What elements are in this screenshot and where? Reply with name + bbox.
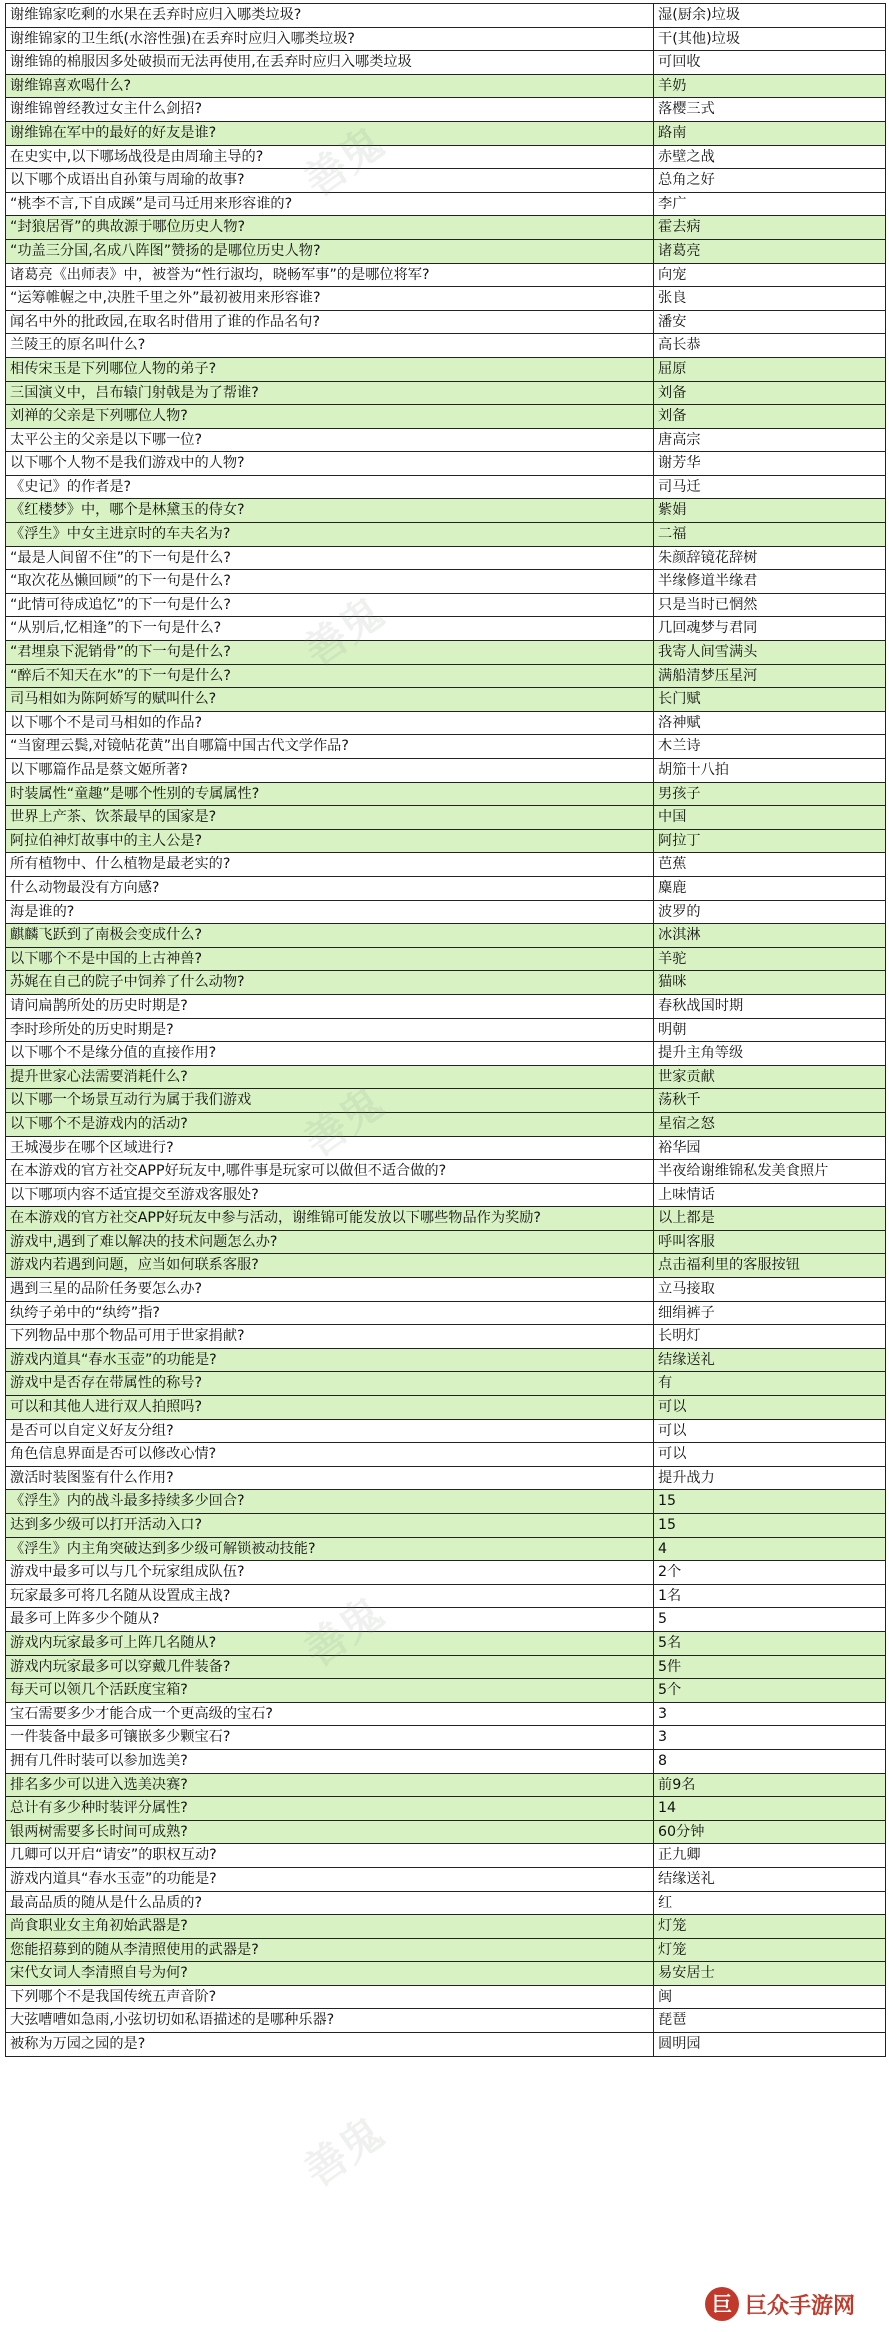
question-cell: 被称为万园之园的是?: [6, 2033, 654, 2056]
answer-cell: 可回收: [654, 51, 886, 74]
question-cell: 《红楼梦》中，哪个是林黛玉的侍女?: [6, 499, 654, 522]
answer-cell: 5件: [654, 1656, 886, 1679]
answer-cell: 以上都是: [654, 1207, 886, 1230]
answer-cell: 结缘送礼: [654, 1868, 886, 1891]
answer-cell: 李广: [654, 193, 886, 216]
table-row: [6, 146, 886, 170]
table-row: [6, 901, 886, 925]
question-cell: 以下哪篇作品是蔡文姬所著?: [6, 759, 654, 782]
answer-cell: 向宠: [654, 264, 886, 287]
table-row: [6, 1207, 886, 1231]
answer-cell: 唐高宗: [654, 429, 886, 452]
question-cell: “当窗理云鬓,对镜帖花黄”出自哪篇中国古代文学作品?: [6, 735, 654, 758]
answer-cell: 有: [654, 1372, 886, 1395]
question-cell: 遇到三星的品阶任务要怎么办?: [6, 1278, 654, 1301]
table-row: [6, 1278, 886, 1302]
table-row: [6, 98, 886, 122]
table-row: [6, 287, 886, 311]
table-row: [6, 853, 886, 877]
table-row: [6, 948, 886, 972]
answer-cell: 紫娟: [654, 499, 886, 522]
table-row: [6, 617, 886, 641]
question-cell: 游戏内若遇到问题，应当如何联系客服?: [6, 1254, 654, 1277]
table-row: [6, 1774, 886, 1798]
question-cell: 三国演义中，吕布辕门射戟是为了帮谁?: [6, 382, 654, 405]
question-cell: 宝石需要多少才能合成一个更高级的宝石?: [6, 1703, 654, 1726]
question-cell: 王城漫步在哪个区域进行?: [6, 1137, 654, 1160]
answer-cell: 红: [654, 1892, 886, 1915]
question-cell: “取次花丛懒回顾”的下一句是什么?: [6, 570, 654, 593]
answer-cell: 5个: [654, 1679, 886, 1702]
question-cell: 麒麟飞跃到了南极会变成什么?: [6, 924, 654, 947]
answer-cell: 高长恭: [654, 334, 886, 357]
table-row: [6, 4, 886, 28]
table-row: [6, 1986, 886, 2010]
question-cell: 谢维锦家的卫生纸(水溶性强)在丢弃时应归入哪类垃圾?: [6, 28, 654, 51]
question-cell: 纨绔子弟中的“纨绔”指?: [6, 1302, 654, 1325]
logo-text: 巨众手游网: [745, 2293, 856, 2319]
answer-cell: 中国: [654, 806, 886, 829]
table-row: [6, 499, 886, 523]
question-cell: 角色信息界面是否可以修改心情?: [6, 1443, 654, 1466]
question-cell: 阿拉伯神灯故事中的主人公是?: [6, 830, 654, 853]
question-cell: 李时珍所处的历史时期是?: [6, 1019, 654, 1042]
answer-cell: 立马接取: [654, 1278, 886, 1301]
table-row: [6, 1561, 886, 1585]
question-cell: 诸葛亮《出师表》中，被誉为“性行淑均，晓畅军事”的是哪位将军?: [6, 264, 654, 287]
answer-cell: 赤壁之战: [654, 146, 886, 169]
answer-cell: 麋鹿: [654, 877, 886, 900]
table-row: [6, 1844, 886, 1868]
table-row: [6, 1868, 886, 1892]
table-row: [6, 429, 886, 453]
table-row: [6, 924, 886, 948]
table-row: [6, 1042, 886, 1066]
table-row: [6, 1231, 886, 1255]
question-cell: 所有植物中、什么植物是最老实的?: [6, 853, 654, 876]
answer-cell: 半缘修道半缘君: [654, 570, 886, 593]
question-cell: 闻名中外的批政园,在取名时借用了谁的作品名句?: [6, 311, 654, 334]
table-row: [6, 1302, 886, 1326]
table-row: [6, 1349, 886, 1373]
question-cell: 司马相如为陈阿娇写的赋叫什么?: [6, 688, 654, 711]
answer-cell: 落樱三式: [654, 98, 886, 121]
table-row: [6, 570, 886, 594]
table-row: [6, 1254, 886, 1278]
qa-table: [5, 3, 886, 2057]
question-cell: 《浮生》内主角突破达到多少级可解锁被动技能?: [6, 1538, 654, 1561]
question-cell: 排名多少可以进入选美决赛?: [6, 1774, 654, 1797]
table-row: [6, 594, 886, 618]
question-cell: 是否可以自定义好友分组?: [6, 1420, 654, 1443]
site-logo: [705, 2282, 883, 2326]
question-cell: “功盖三分国,名成八阵图”赞扬的是哪位历史人物?: [6, 240, 654, 263]
question-cell: 游戏内道具“春水玉壶”的功能是?: [6, 1868, 654, 1891]
answer-cell: 谢芳华: [654, 452, 886, 475]
question-cell: 请问扁鹊所处的历史时期是?: [6, 995, 654, 1018]
question-cell: 《史记》的作者是?: [6, 476, 654, 499]
table-row: [6, 1538, 886, 1562]
answer-cell: 几回魂梦与君同: [654, 617, 886, 640]
table-row: [6, 547, 886, 571]
answer-cell: 荡秋千: [654, 1089, 886, 1112]
answer-cell: 灯笼: [654, 1915, 886, 1938]
answer-cell: 2个: [654, 1561, 886, 1584]
table-row: [6, 806, 886, 830]
question-cell: 在史实中,以下哪场战役是由周瑜主导的?: [6, 146, 654, 169]
answer-cell: 可以: [654, 1420, 886, 1443]
answer-cell: 刘备: [654, 405, 886, 428]
table-row: [6, 523, 886, 547]
question-cell: 以下哪个人物不是我们游戏中的人物?: [6, 452, 654, 475]
answer-cell: 闽: [654, 1986, 886, 2009]
answer-cell: 8: [654, 1750, 886, 1773]
answer-cell: 15: [654, 1514, 886, 1537]
table-row: [6, 1137, 886, 1161]
table-row: [6, 452, 886, 476]
question-cell: 宋代女词人李清照自号为何?: [6, 1962, 654, 1985]
question-cell: 银两树需要多长时间可成熟?: [6, 1821, 654, 1844]
answer-cell: 前9名: [654, 1774, 886, 1797]
question-cell: 您能招募到的随从李清照使用的武器是?: [6, 1939, 654, 1962]
answer-cell: 正九卿: [654, 1844, 886, 1867]
question-cell: 世界上产茶、饮茶最早的国家是?: [6, 806, 654, 829]
table-row: [6, 334, 886, 358]
answer-cell: 总角之好: [654, 169, 886, 192]
answer-cell: 朱颜辞镜花辞树: [654, 547, 886, 570]
answer-cell: 司马迁: [654, 476, 886, 499]
answer-cell: 琵琶: [654, 2009, 886, 2032]
answer-cell: 呼叫客服: [654, 1231, 886, 1254]
question-cell: 游戏内道具“春水玉壶”的功能是?: [6, 1349, 654, 1372]
answer-cell: 我寄人间雪满头: [654, 641, 886, 664]
answer-cell: 提升战力: [654, 1467, 886, 1490]
question-cell: 谢维锦喜欢喝什么?: [6, 75, 654, 98]
question-cell: 每天可以领几个活跃度宝箱?: [6, 1679, 654, 1702]
table-row: [6, 1019, 886, 1043]
table-row: [6, 1797, 886, 1821]
question-cell: 拥有几件时装可以参加选美?: [6, 1750, 654, 1773]
question-cell: 谢维锦在军中的最好的好友是谁?: [6, 122, 654, 145]
table-row: [6, 1821, 886, 1845]
table-row: [6, 1066, 886, 1090]
table-row: [6, 688, 886, 712]
table-row: [6, 476, 886, 500]
table-row: [6, 1585, 886, 1609]
table-row: [6, 28, 886, 52]
answer-cell: 长门赋: [654, 688, 886, 711]
answer-cell: 5名: [654, 1632, 886, 1655]
answer-cell: 圆明园: [654, 2033, 886, 2056]
table-row: [6, 1113, 886, 1137]
table-row: [6, 830, 886, 854]
table-row: [6, 995, 886, 1019]
question-cell: 以下哪一个场景互动行为属于我们游戏: [6, 1089, 654, 1112]
question-cell: 谢维锦的棉服因多处破损而无法再使用,在丢弃时应归入哪类垃圾: [6, 51, 654, 74]
table-row: [6, 759, 886, 783]
table-row: [6, 1514, 886, 1538]
table-row: [6, 1679, 886, 1703]
question-cell: 下列哪个不是我国传统五声音阶?: [6, 1986, 654, 2009]
answer-cell: 霍去病: [654, 216, 886, 239]
question-cell: 刘禅的父亲是下列哪位人物?: [6, 405, 654, 428]
answer-cell: 上味情话: [654, 1184, 886, 1207]
question-cell: 在本游戏的官方社交APP好玩友中参与活动，谢维锦可能发放以下哪些物品作为奖励?: [6, 1207, 654, 1230]
answer-cell: 湿(厨余)垃圾: [654, 4, 886, 27]
answer-cell: 干(其他)垃圾: [654, 28, 886, 51]
table-row: [6, 382, 886, 406]
table-row: [6, 193, 886, 217]
question-cell: “从别后,忆相逢”的下一句是什么?: [6, 617, 654, 640]
table-row: [6, 735, 886, 759]
table-row: [6, 1160, 886, 1184]
watermark: 善鬼: [294, 587, 392, 677]
question-cell: “运筹帷幄之中,决胜千里之外”最初被用来形容谁?: [6, 287, 654, 310]
table-row: [6, 1420, 886, 1444]
table-row: [6, 216, 886, 240]
question-cell: 提升世家心法需要消耗什么?: [6, 1066, 654, 1089]
question-cell: 一件装备中最多可镶嵌多少颗宝石?: [6, 1726, 654, 1749]
question-cell: 最高品质的随从是什么品质的?: [6, 1892, 654, 1915]
question-cell: “此情可待成追忆”的下一句是什么?: [6, 594, 654, 617]
answer-cell: 3: [654, 1726, 886, 1749]
answer-cell: 洛神赋: [654, 712, 886, 735]
answer-cell: 半夜给谢维锦私发美食照片: [654, 1160, 886, 1183]
table-row: [6, 971, 886, 995]
watermark: 善鬼: [294, 117, 392, 207]
logo-icon: 巨: [705, 2287, 739, 2321]
answer-cell: 提升主角等级: [654, 1042, 886, 1065]
answer-cell: 屈原: [654, 358, 886, 381]
answer-cell: 阿拉丁: [654, 830, 886, 853]
answer-cell: 星宿之怒: [654, 1113, 886, 1136]
question-cell: 大弦嘈嘈如急雨,小弦切切如私语描述的是哪种乐器?: [6, 2009, 654, 2032]
question-cell: 以下哪项内容不适宜提交至游戏客服处?: [6, 1184, 654, 1207]
answer-cell: 春秋战国时期: [654, 995, 886, 1018]
question-cell: 以下哪个不是司马相如的作品?: [6, 712, 654, 735]
answer-cell: 4: [654, 1538, 886, 1561]
table-row: [6, 51, 886, 75]
answer-cell: 结缘送礼: [654, 1349, 886, 1372]
table-row: [6, 240, 886, 264]
question-cell: 时装属性“童趣”是哪个性别的专属属性?: [6, 783, 654, 806]
question-cell: 海是谁的?: [6, 901, 654, 924]
table-row: [6, 1750, 886, 1774]
table-row: [6, 1325, 886, 1349]
answer-cell: 芭蕉: [654, 853, 886, 876]
answer-cell: 1名: [654, 1585, 886, 1608]
table-row: [6, 1962, 886, 1986]
table-row: [6, 1656, 886, 1680]
table-row: [6, 1089, 886, 1113]
table-row: [6, 1939, 886, 1963]
table-row: [6, 2009, 886, 2033]
table-row: [6, 1443, 886, 1467]
question-cell: 可以和其他人进行双人拍照吗?: [6, 1396, 654, 1419]
table-row: [6, 169, 886, 193]
answer-cell: 羊驼: [654, 948, 886, 971]
table-row: [6, 1703, 886, 1727]
table-row: [6, 1490, 886, 1514]
answer-cell: 潘安: [654, 311, 886, 334]
answer-cell: 波罗的: [654, 901, 886, 924]
table-row: [6, 311, 886, 335]
answer-cell: 点击福利里的客服按钮: [654, 1254, 886, 1277]
question-cell: 以下哪个不是游戏内的活动?: [6, 1113, 654, 1136]
watermark: 善鬼: [294, 2107, 392, 2197]
answer-cell: 羊奶: [654, 75, 886, 98]
answer-cell: 冰淇淋: [654, 924, 886, 947]
answer-cell: 猫咪: [654, 971, 886, 994]
table-row: [6, 2033, 886, 2057]
table-row: [6, 1184, 886, 1208]
answer-cell: 刘备: [654, 382, 886, 405]
question-cell: 太平公主的父亲是以下哪一位?: [6, 429, 654, 452]
answer-cell: 男孩子: [654, 783, 886, 806]
answer-cell: 世家贡献: [654, 1066, 886, 1089]
question-cell: 谢维锦曾经教过女主什么剑招?: [6, 98, 654, 121]
table-row: [6, 358, 886, 382]
answer-cell: 灯笼: [654, 1939, 886, 1962]
question-cell: 玩家最多可将几名随从设置成主战?: [6, 1585, 654, 1608]
table-row: [6, 405, 886, 429]
question-cell: “封狼居胥”的典故源于哪位历史人物?: [6, 216, 654, 239]
question-cell: 激活时装图鉴有什么作用?: [6, 1467, 654, 1490]
table-row: [6, 1915, 886, 1939]
answer-cell: 易安居士: [654, 1962, 886, 1985]
question-cell: 《浮生》内的战斗最多持续多少回合?: [6, 1490, 654, 1513]
question-cell: “桃李不言,下自成蹊”是司马迁用来形容谁的?: [6, 193, 654, 216]
table-row: [6, 641, 886, 665]
question-cell: 以下哪个不是中国的上古神兽?: [6, 948, 654, 971]
answer-cell: 明朝: [654, 1019, 886, 1042]
question-cell: 在本游戏的官方社交APP好玩友中,哪件事是玩家可以做但不适合做的?: [6, 1160, 654, 1183]
table-row: [6, 1726, 886, 1750]
answer-cell: 3: [654, 1703, 886, 1726]
table-row: [6, 264, 886, 288]
answer-cell: 14: [654, 1797, 886, 1820]
table-row: [6, 1608, 886, 1632]
answer-cell: 满船清梦压星河: [654, 665, 886, 688]
answer-cell: 长明灯: [654, 1325, 886, 1348]
answer-cell: 细绢裤子: [654, 1302, 886, 1325]
question-cell: 兰陵王的原名叫什么?: [6, 334, 654, 357]
question-cell: “最是人间留不住”的下一句是什么?: [6, 547, 654, 570]
question-cell: 游戏中,遇到了难以解决的技术问题怎么办?: [6, 1231, 654, 1254]
table-row: [6, 1467, 886, 1491]
table-row: [6, 122, 886, 146]
table-row: [6, 75, 886, 99]
table-row: [6, 877, 886, 901]
answer-cell: 60分钟: [654, 1821, 886, 1844]
question-cell: 苏娓在自己的院子中饲养了什么动物?: [6, 971, 654, 994]
question-cell: “醉后不知天在水”的下一句是什么?: [6, 665, 654, 688]
answer-cell: 路南: [654, 122, 886, 145]
question-cell: 以下哪个不是缘分值的直接作用?: [6, 1042, 654, 1065]
answer-cell: 15: [654, 1490, 886, 1513]
question-cell: 游戏中是否存在带属性的称号?: [6, 1372, 654, 1395]
table-row: [6, 1892, 886, 1916]
question-cell: 游戏中最多可以与几个玩家组成队伍?: [6, 1561, 654, 1584]
answer-cell: 张良: [654, 287, 886, 310]
table-row: [6, 665, 886, 689]
answer-cell: 二福: [654, 523, 886, 546]
question-cell: 总计有多少种时装评分属性?: [6, 1797, 654, 1820]
answer-cell: 木兰诗: [654, 735, 886, 758]
question-cell: 达到多少级可以打开活动入口?: [6, 1514, 654, 1537]
question-cell: 最多可上阵多少个随从?: [6, 1608, 654, 1631]
question-cell: 以下哪个成语出自孙策与周瑜的故事?: [6, 169, 654, 192]
answer-cell: 诸葛亮: [654, 240, 886, 263]
question-cell: 几卿可以开启“请安”的职权互动?: [6, 1844, 654, 1867]
question-cell: 游戏内玩家最多可上阵几名随从?: [6, 1632, 654, 1655]
answer-cell: 胡笳十八拍: [654, 759, 886, 782]
answer-cell: 5: [654, 1608, 886, 1631]
question-cell: 下列物品中那个物品可用于世家捐献?: [6, 1325, 654, 1348]
table-row: [6, 1372, 886, 1396]
answer-cell: 只是当时已惘然: [654, 594, 886, 617]
answer-cell: 裕华园: [654, 1137, 886, 1160]
table-row: [6, 712, 886, 736]
question-cell: “君埋泉下泥销骨”的下一句是什么?: [6, 641, 654, 664]
table-row: [6, 1632, 886, 1656]
question-cell: 游戏内玩家最多可以穿戴几件装备?: [6, 1656, 654, 1679]
table-row: [6, 1396, 886, 1420]
question-cell: 什么动物最没有方向感?: [6, 877, 654, 900]
answer-cell: 可以: [654, 1396, 886, 1419]
question-cell: 《浮生》中女主进京时的车夫名为?: [6, 523, 654, 546]
table-row: [6, 783, 886, 807]
answer-cell: 可以: [654, 1443, 886, 1466]
question-cell: 谢维锦家吃剩的水果在丢弃时应归入哪类垃圾?: [6, 4, 654, 27]
question-cell: 相传宋玉是下列哪位人物的弟子?: [6, 358, 654, 381]
question-cell: 尚食职业女主角初始武器是?: [6, 1915, 654, 1938]
